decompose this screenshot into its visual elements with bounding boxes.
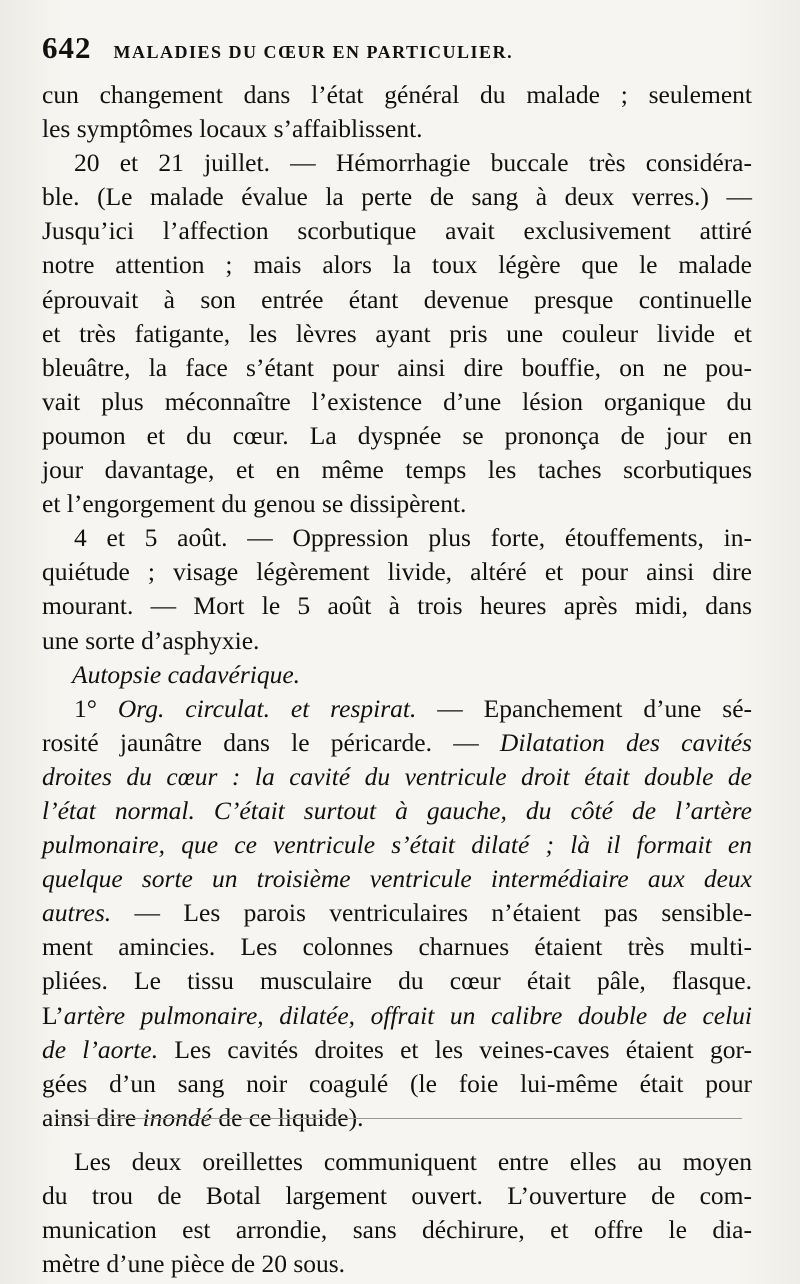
- text-line: vait plus méconnaître l’existence d’une lésion organique du: [42, 386, 752, 416]
- page-number: 642: [42, 30, 92, 65]
- text-line: quelque sorte un troisième ventricule intermédiaire aux deux: [42, 864, 752, 894]
- text-line: pulmonaire, que ce ventricule s’était dilaté ; là il formait en: [42, 830, 752, 860]
- text-line: [42, 1033, 752, 1067]
- page-body: [42, 78, 752, 1281]
- italic-span: autres.: [42, 898, 112, 928]
- text-span: 1°: [74, 693, 118, 723]
- text-line: cun changement dans l’état général du malade ; seulement: [42, 80, 752, 109]
- text-line: droites du cœur : la cavité du ventricule droit était double de: [42, 761, 752, 791]
- text-line: l’état normal. C’était surtout à gauche, du côté de l’artère: [42, 795, 752, 825]
- text-line: du trou de Botal largement ouvert. L’ouverture de com-: [42, 1181, 752, 1210]
- text-line: [42, 999, 752, 1033]
- text-line: mètre d’une pièce de 20 sous.: [42, 1249, 346, 1279]
- italic-span: de l’aorte.: [42, 1034, 159, 1064]
- text-span: de ce liquide).: [211, 1102, 364, 1132]
- page-header: [42, 30, 752, 78]
- text-span: rosité jaunâtre dans le péricarde. —: [42, 727, 500, 757]
- text-line: éprouvait à son entrée étant devenue presque continuelle: [42, 284, 752, 314]
- italic-span: Org. circulat. et respirat.: [117, 693, 417, 723]
- running-head: MALADIES DU CŒUR EN PARTICULIER.: [113, 42, 514, 62]
- text-span: — Epanchement d’une sé-: [416, 693, 752, 723]
- text-line: notre attention ; mais alors la toux légère que le malade: [42, 250, 752, 280]
- text-line: 4 et 5 août. — Oppression plus forte, étouffements, in-: [74, 523, 752, 553]
- text-line: ble. (Le malade évalue la perte de sang à deux verres.) —: [42, 182, 752, 212]
- text-span: ainsi dire: [42, 1102, 143, 1132]
- italic-span: Dilatation des cavités: [499, 727, 752, 757]
- section-heading: Autopsie cadavérique.: [72, 659, 301, 689]
- text-line: 20 et 21 juillet. — Hémorrhagie buccale très considéra-: [74, 148, 752, 178]
- text-span: L’: [42, 1000, 64, 1030]
- text-span: — Les parois ventriculaires n’étaient pas sensible-: [111, 898, 752, 928]
- text-line: et l’engorgement du genou se dissipèrent.: [42, 489, 467, 519]
- text-line: munication est arrondie, sans déchirure, et offre le dia-: [42, 1215, 752, 1245]
- paragraph-gap: [42, 1135, 752, 1145]
- text-line: bleuâtre, la face s’étant pour ainsi dire bouffie, on ne pou-: [42, 352, 752, 382]
- text-span: Les cavités droites et les veines-caves étaient gor-: [158, 1034, 752, 1064]
- divider-rule: [56, 1118, 742, 1119]
- text-line: et très fatigante, les lèvres ayant pris une couleur livide et: [42, 318, 752, 348]
- italic-span: inondé: [142, 1102, 212, 1132]
- text-line: Jusqu’ici l’affection scorbutique avait exclusivement attiré: [42, 216, 752, 246]
- text-line: jour davantage, et en même temps les taches scorbutiques: [42, 455, 752, 485]
- text-line: [42, 896, 752, 930]
- text-line: une sorte d’asphyxie.: [42, 625, 260, 655]
- text-line: pliées. Le tissu musculaire du cœur était pâle, flasque.: [42, 966, 752, 996]
- text-line: quiétude ; visage légèrement livide, altéré et pour ainsi dire: [42, 557, 752, 587]
- italic-span: artère pulmonaire, dilatée, offrait un calibre double de celui: [63, 1000, 752, 1030]
- text-line: gées d’un sang noir coagulé (le foie lui-même était pour: [42, 1068, 752, 1098]
- text-line: les symptômes locaux s’affaiblissent.: [42, 114, 423, 144]
- text-line: poumon et du cœur. La dyspnée se prononça de jour en: [42, 420, 752, 450]
- text-line: Les deux oreillettes communiquent entre elles au moyen: [74, 1146, 752, 1176]
- text-line: mourant. — Mort le 5 août à trois heures après midi, dans: [42, 591, 752, 621]
- text-line: ment amincies. Les colonnes charnues étaient très multi-: [42, 932, 752, 962]
- text-line: [42, 692, 752, 726]
- text-line: [42, 726, 752, 760]
